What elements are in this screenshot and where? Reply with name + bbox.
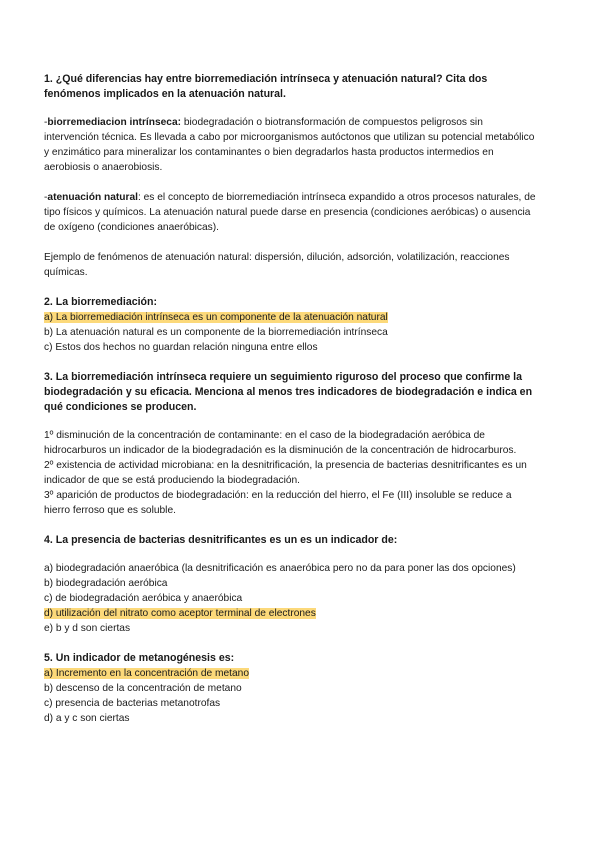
question-5-option-a bbox=[44, 666, 538, 681]
definition-natural-attenuation: : es el concepto de biorremediación intrínseca expandido a otros procesos naturales, de tipo físicos y químicos. La atenuación natural puede darse en presencia (condiciones aeróbicas) o ausencia de oxígeno (condiciones anaeróbicas). bbox=[44, 192, 536, 233]
question-2-options bbox=[44, 310, 538, 355]
question-5-option-d: d) a y c son ciertas bbox=[44, 713, 130, 724]
highlighted-answer: d) utilización del nitrato como aceptor terminal de electrones bbox=[44, 608, 316, 619]
paragraph-intrinsic-bioremediation: -biorremediacion intrínseca: biodegradación o biotransformación de compuestos peligrosos sin intervención técnica. Es llevada a cabo por microorganismos autóctonos que utilizan su potencial metabólico y enzimático para mineralizar los contaminantes o bien degradarlos hasta productos intermedios en aerobiosis o anaerobiosis. bbox=[44, 117, 535, 173]
question-3-title: 3. La biorremediación intrínseca requiere un seguimiento riguroso del proceso que confirme la biodegradación y su eficacia. Menciona al menos tres indicadores de biodegradación e indica en qué condiciones se producen. bbox=[44, 371, 533, 413]
question-5-options bbox=[44, 666, 538, 726]
question-5-option-b: b) descenso de la concentración de metano bbox=[44, 683, 242, 694]
term-intrinsic-bioremediation: biorremediacion intrínseca: bbox=[47, 117, 182, 128]
question-4-option-d bbox=[44, 606, 538, 621]
question-2-option-b: b) La atenuación natural es un componente de la biorremediación intrínseca bbox=[44, 327, 388, 338]
indicator-3: 3º aparición de productos de biodegradación: en la reducción del hierro, el Fe (III) insoluble se reduce a hierro ferroso que es soluble. bbox=[44, 490, 512, 516]
indicator-1: 1º disminución de la concentración de contaminante: en el caso de la biodegradación aeróbica de hidrocarburos un indicador de la biodegradación es la disminución de la concentración de hidrocarburos. bbox=[44, 430, 517, 456]
question-4-option-b: b) biodegradación aeróbica bbox=[44, 578, 168, 589]
question-3-answer bbox=[44, 428, 538, 518]
question-5-title: 5. Un indicador de metanogénesis es: bbox=[44, 652, 235, 664]
question-1-title: 1. ¿Qué diferencias hay entre biorremediación intrínseca y atenuación natural? Cita dos fenómenos implicados en la atenuación natural. bbox=[44, 73, 488, 100]
paragraph-attenuation-examples: Ejemplo de fenómenos de atenuación natural: dispersión, dilución, adsorción, volatilización, reacciones químicas. bbox=[44, 252, 510, 278]
indicator-2: 2º existencia de actividad microbiana: en la desnitrificación, la presencia de bacterias desnitrificantes es un indicador de que se está produciendo la biodegradación. bbox=[44, 460, 527, 486]
question-4-option-c: c) de biodegradación aeróbica y anaeróbica bbox=[44, 593, 243, 604]
highlighted-answer: a) Incremento en la concentración de metano bbox=[44, 668, 250, 679]
definition-intrinsic-bioremediation: biodegradación o biotransformación de compuestos peligrosos sin intervención técnica. Es llevada a cabo por microorganismos autóctonos que utilizan su potencial metabólico y enzimático para mineralizar los contaminantes o bien degradarlos hasta productos intermedios en aerobiosis o anaerobiosis. bbox=[44, 117, 535, 173]
question-2-title: 2. La biorremediación: bbox=[44, 296, 158, 308]
question-4-option-a: a) biodegradación anaeróbica (la desnitrificación es anaeróbica pero no da para poner las dos opciones) bbox=[44, 563, 516, 574]
question-4-option-e: e) b y d son ciertas bbox=[44, 623, 131, 634]
question-2-option-c: c) Estos dos hechos no guardan relación ninguna entre ellos bbox=[44, 342, 318, 353]
question-4-title: 4. La presencia de bacterias desnitrificantes es un es un indicador de: bbox=[44, 534, 398, 546]
paragraph-natural-attenuation: -atenuación natural: es el concepto de biorremediación intrínseca expandido a otros procesos naturales, de tipo físicos y químicos. La atenuación natural puede darse en presencia (condiciones aeróbicas) o ausencia de oxígeno (condiciones anaeróbicas). bbox=[44, 192, 536, 233]
question-4-options bbox=[44, 561, 538, 636]
highlighted-answer: a) La biorremediación intrínseca es un componente de la atenuación natural bbox=[44, 312, 388, 323]
term-natural-attenuation: atenuación natural bbox=[47, 192, 138, 203]
question-5-option-c: c) presencia de bacterias metanotrofas bbox=[44, 698, 221, 709]
question-2-option-a bbox=[44, 310, 538, 325]
